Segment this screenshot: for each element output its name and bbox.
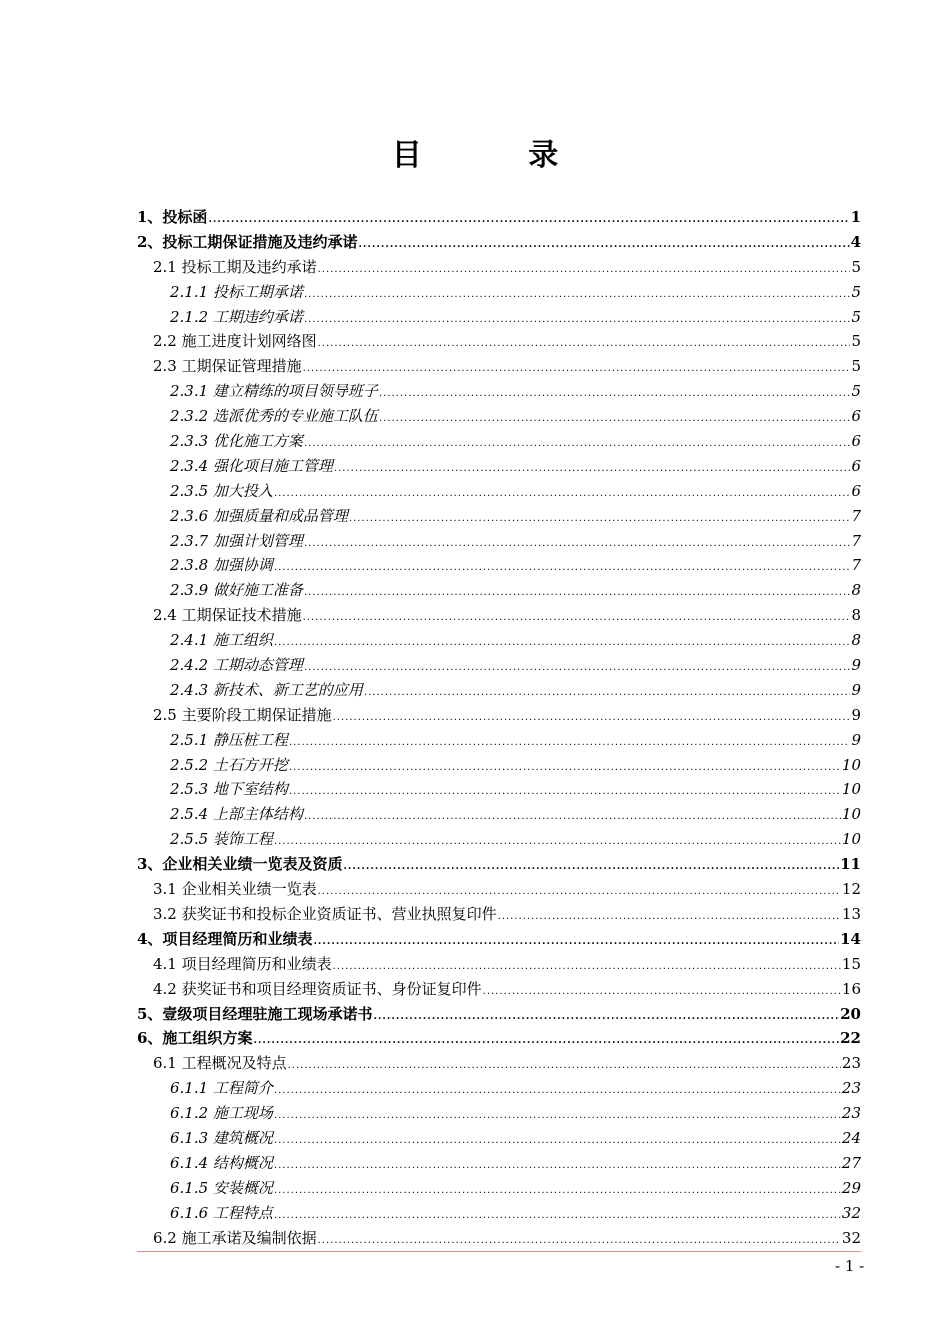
toc-dot-leader [274,830,841,855]
toc-dot-leader [379,407,851,432]
toc-dot-leader [498,905,841,930]
toc-dot-leader [313,930,839,955]
toc-entry[interactable] [137,852,861,877]
toc-entry-label: 3.1 企业相关业绩一览表 [153,880,317,899]
toc-dot-leader [379,382,851,407]
toc-entry[interactable] [137,753,861,778]
toc-entry[interactable] [137,429,861,454]
toc-entry-label: 5、壹级项目经理驻施工现场承诺书 [137,1004,373,1023]
toc-entry-label: 4、项目经理简历和业绩表 [137,929,313,948]
toc-entry[interactable] [137,1101,861,1126]
toc-entry-page: 5 [851,307,861,326]
toc-dot-leader [289,756,841,781]
toc-entry-label: 2.3.3 优化施工方案 [170,432,303,451]
toc-entry-label: 2.1 投标工期及违约承诺 [153,257,317,276]
toc-entry-label: 3.2 获奖证书和投标企业资质证书、营业执照复印件 [153,904,497,923]
toc-entry-label: 2.2 施工进度计划网络图 [153,332,317,351]
toc-dot-leader [349,507,851,532]
toc-entry[interactable] [137,255,861,280]
toc-entry-page: 11 [840,855,861,874]
toc-entry-label: 2.5.4 上部主体结构 [170,805,303,824]
toc-entry-page: 4 [850,232,861,251]
toc-dot-leader [274,1179,841,1204]
toc-entry[interactable] [137,379,861,404]
footer-divider [137,1251,861,1252]
toc-entry-label: 1、投标函 [137,208,208,226]
toc-entry-label: 2.3.1 建立精练的项目领导班子 [170,382,378,401]
toc-entry-page: 32 [841,1228,861,1247]
toc-entry[interactable] [137,653,861,678]
toc-dot-leader [288,1054,841,1079]
toc-entry-page: 7 [851,531,861,550]
toc-entry-page: 7 [851,556,861,575]
toc-entry[interactable] [137,952,861,977]
toc-dot-leader [364,681,851,706]
toc-entry[interactable] [137,479,861,504]
toc-dot-leader [358,233,849,258]
toc-dot-leader [274,1104,841,1129]
toc-entry-page: 6 [851,407,861,426]
toc-dot-leader [333,706,851,731]
toc-dot-leader [304,432,851,457]
toc-dot-leader [274,556,851,581]
toc-entry-label: 6.1.5 安装概况 [170,1178,273,1197]
toc-entry-page: 5 [851,357,861,376]
toc-dot-leader [304,805,841,830]
toc-entry-page: 27 [841,1153,861,1172]
toc-dot-leader [373,1005,839,1030]
toc-entry[interactable] [137,504,861,529]
toc-entry-label: 2.4 工期保证技术措施 [153,606,302,625]
toc-dot-leader [318,1229,841,1254]
toc-dot-leader [274,1079,841,1104]
toc-entry[interactable] [137,578,861,603]
toc-entry-page: 5 [851,382,861,401]
toc-entry[interactable] [137,1176,861,1201]
toc-dot-leader [304,283,851,308]
toc-entry[interactable] [137,927,861,952]
toc-entry[interactable] [137,1201,861,1226]
toc-entry[interactable] [137,280,861,305]
toc-entry[interactable] [137,827,861,852]
toc-entry-page: 8 [851,581,861,600]
toc-entry[interactable] [137,553,861,578]
toc-entry-label: 2.3 工期保证管理措施 [153,357,302,376]
toc-dot-leader [318,332,851,357]
toc-entry-page: 1 [850,208,861,226]
toc-entry-label: 2.3.5 加大投入 [170,481,273,500]
toc-entry-label: 6.1 工程概况及特点 [153,1054,287,1073]
toc-dot-leader [304,308,851,333]
toc-entry[interactable] [137,329,861,354]
toc-entry-label: 6.1.3 建筑概况 [170,1128,273,1147]
toc-dot-leader [318,258,851,283]
toc-entry-page: 9 [851,730,861,749]
toc-entry-page: 5 [851,332,861,351]
toc-entry-page: 14 [840,929,861,948]
table-of-contents [137,205,861,1250]
toc-entry[interactable] [137,802,861,827]
toc-entry[interactable] [137,354,861,379]
toc-entry-page: 6 [851,481,861,500]
toc-entry-page: 16 [841,979,861,998]
toc-entry-page: 23 [841,1079,861,1098]
toc-entry-label: 6、施工组织方案 [137,1029,253,1048]
toc-entry-page: 10 [841,830,861,849]
toc-entry-label: 2.4.2 工期动态管理 [170,656,303,675]
toc-entry-label: 6.1.2 施工现场 [170,1104,273,1123]
toc-entry-label: 2.1.1 投标工期承诺 [170,282,303,301]
toc-dot-leader [274,1154,841,1179]
toc-entry[interactable] [137,877,861,902]
toc-entry-page: 12 [841,880,861,899]
toc-entry[interactable] [137,777,861,802]
toc-entry[interactable] [137,703,861,728]
toc-entry-page: 9 [851,656,861,675]
document-title: 目 录 [391,138,607,173]
toc-entry-label: 2.4.3 新技术、新工艺的应用 [170,680,363,699]
toc-dot-leader [253,1029,839,1054]
toc-entry-label: 4.2 获奖证书和项目经理资质证书、身份证复印件 [153,979,482,998]
toc-entry-page: 24 [841,1128,861,1147]
toc-entry-label: 2.3.4 强化项目施工管理 [170,456,333,475]
toc-entry-page: 9 [851,705,861,724]
toc-entry-page: 8 [851,606,861,625]
toc-entry-page: 6 [851,456,861,475]
toc-entry-page: 20 [840,1004,861,1023]
toc-entry-label: 2.1.2 工期违约承诺 [170,307,303,326]
toc-entry[interactable] [137,628,861,653]
toc-entry-page: 6 [851,432,861,451]
toc-entry-label: 2.5.1 静压桩工程 [170,730,288,749]
toc-entry-label: 2.3.2 选派优秀的专业施工队伍 [170,407,378,426]
toc-dot-leader [274,1204,841,1229]
toc-entry-label: 2.4.1 施工组织 [170,631,273,650]
toc-dot-leader [289,780,841,805]
toc-entry-page: 23 [841,1104,861,1123]
toc-entry[interactable] [137,230,861,255]
toc-dot-leader [304,532,851,557]
toc-dot-leader [303,606,851,631]
toc-entry-page: 23 [841,1054,861,1073]
toc-entry[interactable] [137,1051,861,1076]
toc-entry[interactable] [137,977,861,1002]
toc-entry-label: 2.5.3 地下室结构 [170,780,288,799]
toc-entry-label: 6.1.1 工程简介 [170,1079,273,1098]
toc-entry-label: 2.5.2 土石方开挖 [170,755,288,774]
toc-entry[interactable] [137,205,861,230]
toc-entry-label: 4.1 项目经理简历和业绩表 [153,954,332,973]
toc-entry-page: 5 [851,257,861,276]
toc-dot-leader [304,581,851,606]
toc-entry[interactable] [137,404,861,429]
toc-entry-label: 2.3.8 加强协调 [170,556,273,575]
toc-dot-leader [334,457,851,482]
toc-entry-page: 10 [841,780,861,799]
toc-entry[interactable] [137,603,861,628]
toc-dot-leader [274,1129,841,1154]
toc-entry-page: 10 [841,755,861,774]
toc-dot-leader [274,631,851,656]
toc-entry[interactable] [137,454,861,479]
toc-entry[interactable] [137,1002,861,1027]
toc-entry[interactable] [137,728,861,753]
toc-entry-label: 2.3.9 做好施工准备 [170,581,303,600]
toc-entry-label: 6.1.6 工程特点 [170,1203,273,1222]
toc-entry-page: 8 [851,631,861,650]
toc-entry[interactable] [137,305,861,330]
toc-dot-leader [483,980,841,1005]
toc-entry-label: 6.1.4 结构概况 [170,1153,273,1172]
toc-entry-page: 32 [841,1203,861,1222]
toc-entry[interactable] [137,1151,861,1176]
toc-entry[interactable] [137,1226,861,1251]
toc-entry[interactable] [137,1026,861,1051]
toc-entry-page: 9 [851,680,861,699]
toc-entry-label: 2.5.5 装饰工程 [170,830,273,849]
page-number: - 1 - [835,1257,865,1275]
toc-entry-label: 2、投标工期保证措施及违约承诺 [137,232,358,251]
toc-entry-page: 7 [851,506,861,525]
toc-dot-leader [304,656,851,681]
toc-dot-leader [303,357,851,382]
toc-entry-page: 22 [840,1029,861,1048]
toc-entry[interactable] [137,678,861,703]
toc-entry-page: 10 [841,805,861,824]
toc-dot-leader [274,482,851,507]
toc-entry[interactable] [137,902,861,927]
toc-entry-label: 2.3.6 加强质量和成品管理 [170,506,348,525]
toc-dot-leader [343,855,839,880]
toc-entry-label: 3、企业相关业绩一览表及资质 [137,855,343,874]
toc-entry-label: 2.5 主要阶段工期保证措施 [153,705,332,724]
toc-dot-leader [289,731,851,756]
toc-entry-label: 2.3.7 加强计划管理 [170,531,303,550]
toc-entry-page: 13 [841,904,861,923]
toc-entry-page: 5 [851,282,861,301]
toc-entry[interactable] [137,1126,861,1151]
toc-entry-page: 15 [841,954,861,973]
toc-entry-page: 29 [841,1178,861,1197]
toc-entry[interactable] [137,1076,861,1101]
toc-entry-label: 6.2 施工承诺及编制依据 [153,1228,317,1247]
toc-entry[interactable] [137,529,861,554]
